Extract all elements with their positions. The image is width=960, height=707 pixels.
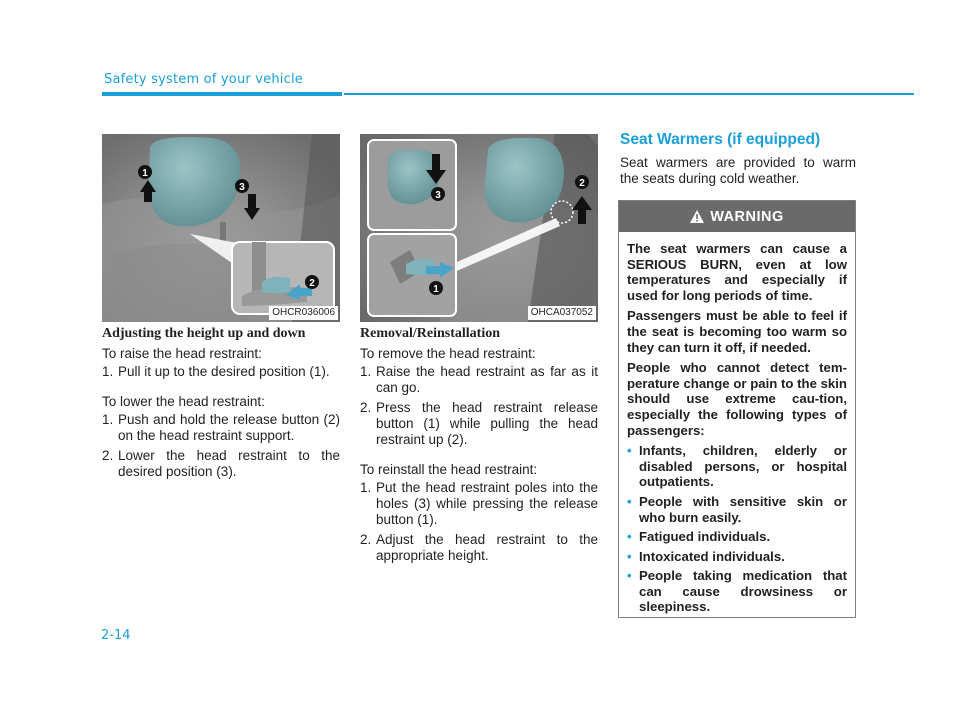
adjust-height-section: [102, 326, 340, 494]
list-item: • Intoxicated individuals.: [627, 548, 785, 564]
bullet-icon: •: [627, 493, 632, 509]
list-item: 1. Raise the head restraint as far as it can go.: [360, 364, 598, 395]
subsection-heading: Adjusting the height up and down: [102, 326, 306, 341]
instruction-intro: To remove the head restraint:: [360, 346, 536, 361]
instruction-intro: To raise the head restraint:: [102, 346, 262, 361]
list-item: 2. Press the head restraint release button (1) while pulling the head restraint up (2).: [360, 400, 598, 447]
bullet-icon: •: [627, 568, 632, 584]
bullet-icon: •: [627, 443, 632, 459]
list-item: 2. Lower the head restraint to the desired position (3).: [102, 448, 340, 479]
list-item: 1. Put the head restraint poles into the holes (3) while pressing the release button (1).: [360, 480, 598, 527]
bullet-icon: •: [627, 529, 632, 545]
reinstall-steps-list: [360, 480, 598, 564]
warning-paragraph: Passengers must be able to feel if the seat is becoming too warm so they can turn it off, if needed.: [627, 308, 847, 355]
lower-steps-list: [102, 412, 340, 480]
figure-removal: [360, 134, 598, 322]
warning-paragraph: People who cannot detect tem-perature change or pain to the skin should use extreme cau-tion, especially the following types of passengers:: [627, 360, 847, 438]
callout-3-icon: [235, 179, 249, 193]
list-item: 1. Pull it up to the desired position (1).: [102, 364, 330, 379]
instruction-intro: To lower the head restraint:: [102, 394, 265, 409]
callout-2-icon: [305, 275, 319, 289]
remove-steps-list: [360, 364, 598, 448]
svg-text:2: 2: [579, 178, 585, 189]
callout-2-icon: [575, 175, 589, 189]
header-rule: [344, 93, 914, 95]
subsection-heading: Removal/Reinstallation: [360, 326, 500, 341]
svg-text:3: 3: [435, 190, 441, 201]
warning-bullet-list: [627, 443, 847, 615]
callout-1-icon: [429, 281, 443, 295]
list-item: • Fatigued individuals.: [627, 529, 771, 545]
list-item: 1. Push and hold the release button (2) on the head restraint support.: [102, 412, 340, 443]
header-rule-accent: [102, 92, 342, 96]
bullet-icon: •: [627, 548, 632, 564]
warning-triangle-icon: [690, 210, 704, 223]
section-header-title: Safety system of your vehicle: [104, 72, 303, 87]
callout-1-icon: [138, 165, 152, 179]
raise-steps-list: [102, 364, 340, 380]
figure-code: OHCR036006: [269, 306, 338, 320]
section-body: Seat warmers are provided to warm the seats during cold weather.: [620, 155, 856, 186]
svg-text:3: 3: [239, 182, 245, 193]
warning-box: [618, 200, 856, 618]
list-item: • People with sensitive skin or who burn easily.: [627, 493, 847, 525]
list-item: • Infants, children, elderly or disabled persons, or hospital outpatients.: [627, 443, 847, 490]
section-title: Seat Warmers (if equipped): [620, 131, 821, 148]
warning-paragraph: The seat warmers can cause a SERIOUS BURN, even at low temperatures and especially if used for long periods of time.: [627, 241, 847, 303]
svg-text:1: 1: [142, 168, 148, 179]
callout-3-icon: [431, 187, 445, 201]
warning-header: [619, 201, 855, 232]
svg-text:2: 2: [309, 278, 315, 289]
list-item: 2. Adjust the head restraint to the appropriate height.: [360, 532, 598, 563]
figure-code: OHCA037052: [528, 306, 596, 320]
list-item: • People taking medication that can cause drowsiness or sleepiness.: [627, 568, 847, 615]
figure-adjust-height: [102, 134, 340, 322]
removal-section: [360, 326, 598, 578]
svg-text:1: 1: [433, 284, 439, 295]
warning-label: WARNING: [710, 208, 784, 225]
instruction-intro: To reinstall the head restraint:: [360, 462, 538, 477]
illustration-headrest-adjust: [102, 134, 340, 322]
illustration-headrest-removal: [360, 134, 598, 322]
warning-content: [619, 232, 855, 615]
page-number: 2-14: [101, 628, 131, 643]
